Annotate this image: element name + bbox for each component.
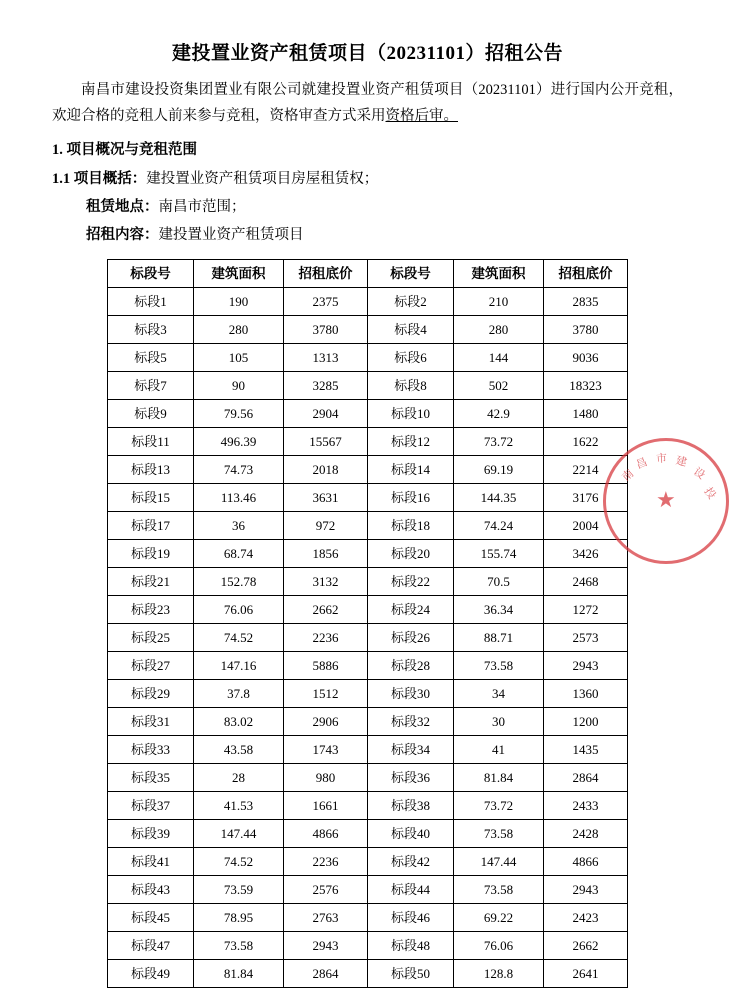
column-header: 招租底价 [284, 260, 368, 288]
table-row [108, 512, 628, 540]
page-title: 建投置业资产租赁项目（20231101）招租公告 [172, 43, 563, 64]
table-row [108, 596, 628, 624]
table-row [108, 568, 628, 596]
item-content-value: 建投置业资产租赁项目 [158, 227, 304, 243]
table-cell: 155.74 [454, 540, 544, 568]
table-row [108, 288, 628, 316]
table-row [108, 708, 628, 736]
table-row [108, 960, 628, 988]
table-cell: 标段28 [368, 652, 454, 680]
table-cell: 标段20 [368, 540, 454, 568]
table-cell: 1856 [284, 540, 368, 568]
table-cell: 81.84 [194, 960, 284, 988]
table-cell: 34 [454, 680, 544, 708]
table-cell: 76.06 [454, 932, 544, 960]
table-cell: 标段32 [368, 708, 454, 736]
table-cell: 标段8 [368, 372, 454, 400]
intro-project-name: 建投置业资产租赁项目（20231101） [316, 82, 551, 98]
item-content [86, 221, 683, 249]
column-header: 标段号 [368, 260, 454, 288]
table-cell: 标段49 [108, 960, 194, 988]
table-cell: 30 [454, 708, 544, 736]
table-cell: 144 [454, 344, 544, 372]
table-cell: 1313 [284, 344, 368, 372]
table-cell: 2904 [284, 400, 368, 428]
intro-underlined-text: 资格后审。 [385, 108, 458, 124]
seal-char: 市 [655, 452, 668, 466]
table-row [108, 764, 628, 792]
table-cell: 3426 [544, 540, 628, 568]
table-row [108, 848, 628, 876]
table-cell: 3285 [284, 372, 368, 400]
table-cell: 2641 [544, 960, 628, 988]
table-cell: 标段22 [368, 568, 454, 596]
table-cell: 78.95 [194, 904, 284, 932]
table-cell: 标段46 [368, 904, 454, 932]
table-cell: 68.74 [194, 540, 284, 568]
table-cell: 105 [194, 344, 284, 372]
table-cell: 73.58 [194, 932, 284, 960]
table-cell: 73.58 [454, 876, 544, 904]
lots-table-body [108, 288, 628, 988]
table-cell: 37.8 [194, 680, 284, 708]
table-header-row [108, 260, 628, 288]
item-content-label: 招租内容： [86, 227, 159, 243]
table-cell: 128.8 [454, 960, 544, 988]
table-cell: 972 [284, 512, 368, 540]
table-cell: 标段21 [108, 568, 194, 596]
table-cell: 90 [194, 372, 284, 400]
table-cell: 43.58 [194, 736, 284, 764]
table-cell: 2576 [284, 876, 368, 904]
table-row [108, 540, 628, 568]
column-header: 建筑面积 [194, 260, 284, 288]
table-cell: 2018 [284, 456, 368, 484]
table-row [108, 316, 628, 344]
table-cell: 152.78 [194, 568, 284, 596]
table-cell: 2835 [544, 288, 628, 316]
table-cell: 标段19 [108, 540, 194, 568]
table-cell: 70.5 [454, 568, 544, 596]
table-cell: 1622 [544, 428, 628, 456]
table-cell: 4866 [284, 820, 368, 848]
seal-star-icon: ★ [656, 487, 676, 512]
column-header: 招租底价 [544, 260, 628, 288]
table-cell: 2214 [544, 456, 628, 484]
intro-text-1: 南昌市建设投资集团置业有限公司就 [81, 82, 317, 98]
table-cell: 标段39 [108, 820, 194, 848]
table-cell: 标段16 [368, 484, 454, 512]
table-cell: 标段37 [108, 792, 194, 820]
table-row [108, 344, 628, 372]
table-row [108, 904, 628, 932]
table-cell: 73.72 [454, 428, 544, 456]
item-location-value: 南昌市范围； [158, 199, 246, 215]
table-row [108, 400, 628, 428]
table-row [108, 624, 628, 652]
table-cell: 2236 [284, 848, 368, 876]
table-cell: 标段34 [368, 736, 454, 764]
table-cell: 标段6 [368, 344, 454, 372]
table-cell: 2236 [284, 624, 368, 652]
table-cell: 标段9 [108, 400, 194, 428]
table-cell: 496.39 [194, 428, 284, 456]
table-cell: 1512 [284, 680, 368, 708]
item-project-overview [52, 165, 683, 193]
table-cell: 1435 [544, 736, 628, 764]
table-cell: 36.34 [454, 596, 544, 624]
column-header: 建筑面积 [454, 260, 544, 288]
table-cell: 3780 [284, 316, 368, 344]
table-cell: 标段24 [368, 596, 454, 624]
table-cell: 210 [454, 288, 544, 316]
table-cell: 标段30 [368, 680, 454, 708]
table-cell: 1272 [544, 596, 628, 624]
table-cell: 标段48 [368, 932, 454, 960]
item-project-overview-value: 建投置业资产租赁项目房屋租赁权； [146, 171, 379, 187]
table-cell: 76.06 [194, 596, 284, 624]
table-cell: 2864 [284, 960, 368, 988]
table-cell: 18323 [544, 372, 628, 400]
table-cell: 83.02 [194, 708, 284, 736]
table-cell: 3132 [284, 568, 368, 596]
table-cell: 标段10 [368, 400, 454, 428]
table-row [108, 372, 628, 400]
table-cell: 标段4 [368, 316, 454, 344]
table-cell: 标段31 [108, 708, 194, 736]
table-cell: 2662 [544, 932, 628, 960]
table-cell: 2004 [544, 512, 628, 540]
table-cell: 1743 [284, 736, 368, 764]
table-cell: 标段26 [368, 624, 454, 652]
table-cell: 147.44 [454, 848, 544, 876]
table-cell: 15567 [284, 428, 368, 456]
table-cell: 41 [454, 736, 544, 764]
table-cell: 标段42 [368, 848, 454, 876]
table-cell: 81.84 [454, 764, 544, 792]
table-cell: 1200 [544, 708, 628, 736]
table-cell: 74.52 [194, 624, 284, 652]
table-cell: 标段50 [368, 960, 454, 988]
table-cell: 2433 [544, 792, 628, 820]
table-cell: 73.59 [194, 876, 284, 904]
table-cell: 79.56 [194, 400, 284, 428]
table-cell: 标段43 [108, 876, 194, 904]
table-row [108, 680, 628, 708]
table-row [108, 820, 628, 848]
table-cell: 144.35 [454, 484, 544, 512]
table-cell: 2943 [284, 932, 368, 960]
table-cell: 280 [454, 316, 544, 344]
table-cell: 标段44 [368, 876, 454, 904]
table-cell: 3631 [284, 484, 368, 512]
table-cell: 标段27 [108, 652, 194, 680]
table-cell: 190 [194, 288, 284, 316]
lots-table [107, 259, 628, 988]
table-cell: 标段15 [108, 484, 194, 512]
table-row [108, 792, 628, 820]
table-cell: 2468 [544, 568, 628, 596]
table-cell: 113.46 [194, 484, 284, 512]
item-location [86, 193, 683, 221]
table-row [108, 484, 628, 512]
table-cell: 73.58 [454, 652, 544, 680]
table-cell: 73.72 [454, 792, 544, 820]
table-cell: 标段23 [108, 596, 194, 624]
table-cell: 标段12 [368, 428, 454, 456]
intro-paragraph [52, 77, 683, 129]
seal-char: 投 [701, 485, 718, 502]
table-cell: 2906 [284, 708, 368, 736]
item-project-overview-label: 1.1 项目概括： [52, 171, 147, 187]
table-cell: 280 [194, 316, 284, 344]
table-cell: 2943 [544, 652, 628, 680]
table-cell: 标段35 [108, 764, 194, 792]
table-cell: 标段2 [368, 288, 454, 316]
table-cell: 2573 [544, 624, 628, 652]
table-cell: 标段5 [108, 344, 194, 372]
table-cell: 标段11 [108, 428, 194, 456]
table-cell: 28 [194, 764, 284, 792]
table-cell: 147.16 [194, 652, 284, 680]
table-cell: 3780 [544, 316, 628, 344]
table-cell: 980 [284, 764, 368, 792]
table-cell: 41.53 [194, 792, 284, 820]
table-cell: 4866 [544, 848, 628, 876]
table-cell: 标段25 [108, 624, 194, 652]
table-cell: 1661 [284, 792, 368, 820]
table-cell: 2375 [284, 288, 368, 316]
table-cell: 标段36 [368, 764, 454, 792]
table-cell: 502 [454, 372, 544, 400]
table-cell: 标段3 [108, 316, 194, 344]
table-cell: 36 [194, 512, 284, 540]
item-location-label: 租赁地点： [86, 199, 159, 215]
table-cell: 42.9 [454, 400, 544, 428]
table-cell: 69.22 [454, 904, 544, 932]
table-cell: 标段1 [108, 288, 194, 316]
table-cell: 74.73 [194, 456, 284, 484]
table-row [108, 876, 628, 904]
table-cell: 69.19 [454, 456, 544, 484]
table-cell: 74.24 [454, 512, 544, 540]
table-cell: 2423 [544, 904, 628, 932]
table-cell: 标段38 [368, 792, 454, 820]
table-cell: 标段41 [108, 848, 194, 876]
table-cell: 5886 [284, 652, 368, 680]
table-cell: 标段13 [108, 456, 194, 484]
table-cell: 3176 [544, 484, 628, 512]
table-cell: 1480 [544, 400, 628, 428]
table-cell: 147.44 [194, 820, 284, 848]
table-cell: 88.71 [454, 624, 544, 652]
table-cell: 73.58 [454, 820, 544, 848]
table-cell: 标段29 [108, 680, 194, 708]
seal-char: 设 [691, 465, 707, 482]
table-cell: 74.52 [194, 848, 284, 876]
table-row [108, 652, 628, 680]
table-cell: 标段47 [108, 932, 194, 960]
table-cell: 2428 [544, 820, 628, 848]
seal-char: 昌 [634, 456, 650, 472]
table-cell: 标段33 [108, 736, 194, 764]
column-header: 标段号 [108, 260, 194, 288]
seal-char: 建 [674, 454, 689, 470]
table-cell: 标段40 [368, 820, 454, 848]
table-cell: 2943 [544, 876, 628, 904]
table-row [108, 428, 628, 456]
table-cell: 标段14 [368, 456, 454, 484]
table-row [108, 456, 628, 484]
table-cell: 标段45 [108, 904, 194, 932]
intro-text-2: 进行国内公开竞租，欢迎合格的竞租人前来参与竞租，资格审查方式采用 [52, 82, 684, 124]
table-cell: 标段7 [108, 372, 194, 400]
table-row [108, 736, 628, 764]
table-cell: 1360 [544, 680, 628, 708]
table-cell: 标段17 [108, 512, 194, 540]
table-cell: 2662 [284, 596, 368, 624]
table-cell: 2763 [284, 904, 368, 932]
table-cell: 9036 [544, 344, 628, 372]
table-cell: 标段18 [368, 512, 454, 540]
section-heading-1: 1. 项目概况与竞租范围 [52, 142, 197, 158]
table-cell: 2864 [544, 764, 628, 792]
seal-char: 南 [620, 467, 637, 484]
